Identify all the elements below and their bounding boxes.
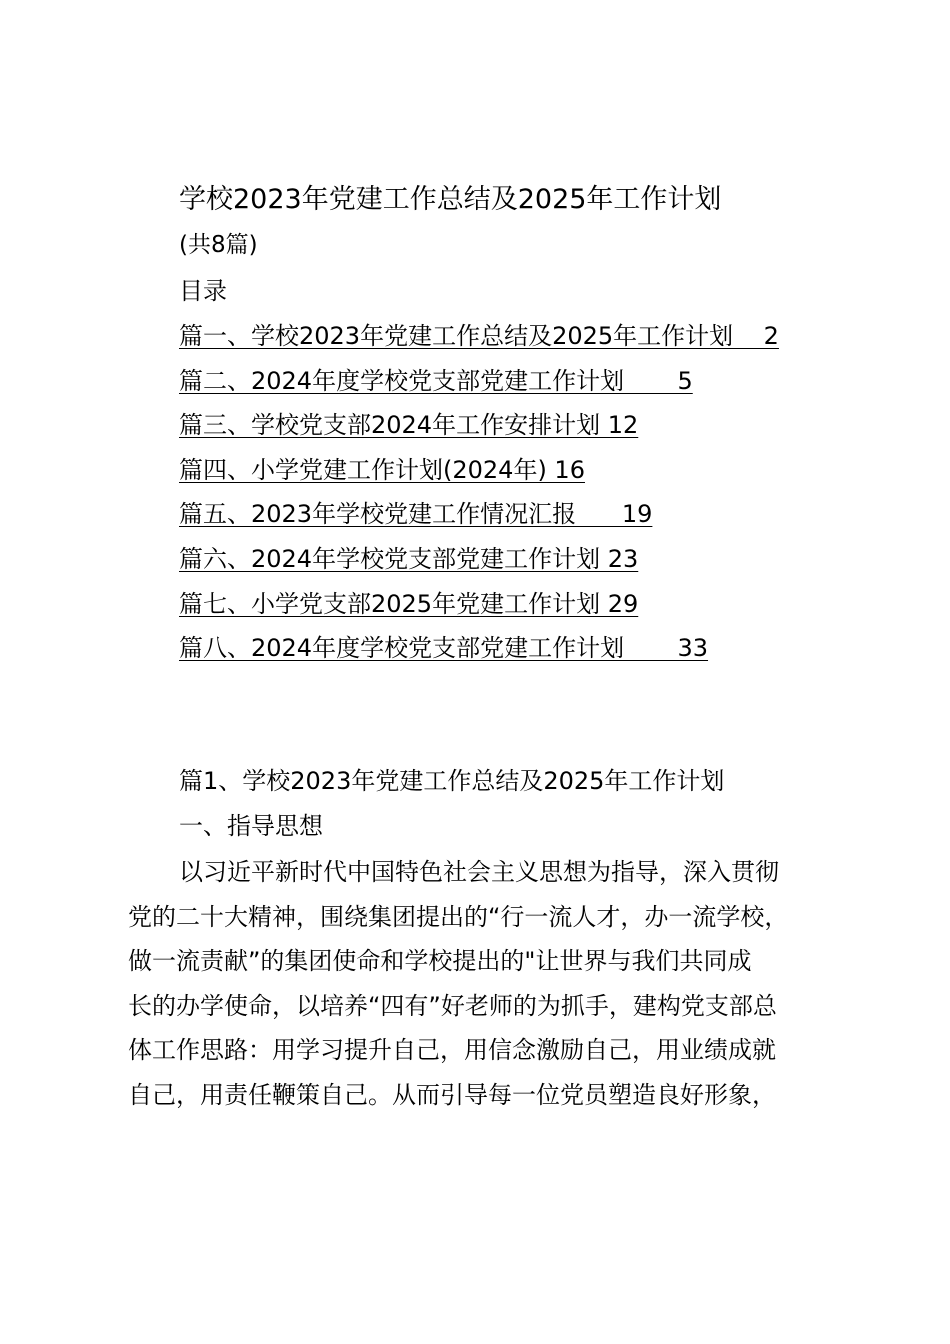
- paragraph-line: 做一流责献”的集团使命和学校提出的"让世界与我们共同成: [128, 947, 752, 976]
- toc-link[interactable]: 篇七、小学党支部2025年党建工作计划 29: [179, 589, 639, 618]
- body-paragraph: [128, 853, 828, 1121]
- toc-link[interactable]: 篇六、2024年学校党支部党建工作计划 23: [179, 544, 639, 573]
- toc-item: [179, 541, 879, 586]
- paragraph-line: 党的二十大精神，围绕集团提出的“行一流人才，办一流学校，: [128, 902, 789, 931]
- section-title: 篇1、学校2023年党建工作总结及2025年工作计划: [179, 767, 725, 795]
- paragraph-line: 以习近平新时代中国特色社会主义思想为指导，深入贯彻: [179, 858, 779, 886]
- toc-item: [179, 586, 879, 631]
- document-subtitle: (共8篇): [179, 232, 258, 258]
- subsection-title: 一、指导思想: [179, 812, 323, 840]
- toc-item: [179, 363, 879, 408]
- toc-link[interactable]: 篇三、学校党支部2024年工作安排计划 12: [179, 411, 639, 440]
- toc-heading: 目录: [179, 277, 227, 305]
- toc-link[interactable]: 篇八、2024年度学校党支部党建工作计划 33: [179, 634, 709, 663]
- toc-link[interactable]: 篇一、学校2023年党建工作总结及2025年工作计划 2: [179, 322, 779, 350]
- toc-item: [179, 407, 879, 452]
- paragraph-line: 长的办学使命，以培养“四有”好老师的为抓手，建构党支部总: [128, 991, 777, 1020]
- document-title: 学校2023年党建工作总结及2025年工作计划: [179, 184, 722, 215]
- toc-item: [179, 630, 879, 675]
- toc-link[interactable]: 篇四、小学党建工作计划(2024年) 16: [179, 455, 585, 484]
- table-of-contents: [179, 318, 879, 675]
- toc-item: [179, 318, 879, 363]
- paragraph-line: 体工作思路：用学习提升自己，用信念激励自己，用业绩成就: [128, 1036, 776, 1065]
- paragraph-line: 自己，用责任鞭策自己。从而引导每一位党员塑造良好形象，: [128, 1080, 776, 1109]
- toc-link[interactable]: 篇二、2024年度学校党支部党建工作计划 5: [179, 366, 693, 395]
- toc-link[interactable]: 篇五、2023年学校党建工作情况汇报 19: [179, 500, 653, 529]
- toc-item: [179, 452, 879, 497]
- toc-item: [179, 496, 879, 541]
